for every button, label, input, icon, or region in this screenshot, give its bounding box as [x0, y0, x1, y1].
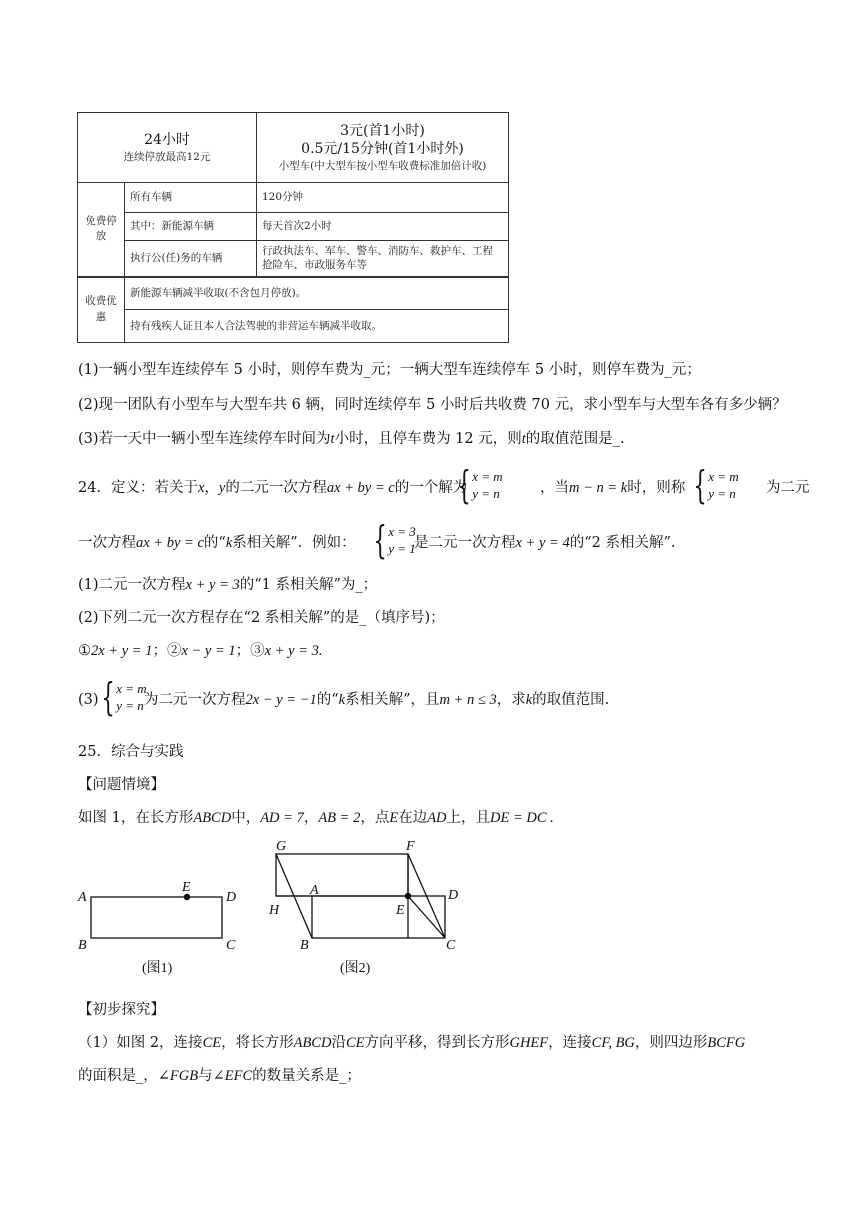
- q25-section-context: 【问题情境】: [78, 777, 165, 793]
- free-value: 120分钟: [257, 183, 509, 213]
- q23-part2: (2)现一团队有小型车与大型车共 6 辆，同时连续停车 5 小时后共收费 70 元，求小型车与大型车各有多少辆？: [78, 397, 787, 413]
- example-system: { x = 3 y = 1: [373, 518, 416, 562]
- discount-row: 持有残疾人证且本人合法驾驶的非营运车辆减半收取。: [125, 310, 509, 343]
- q24-part3: 为二元一次方程2x − y = −1的“k系相关解”，且m + n ≤ 3，求k的取值范围.: [144, 692, 610, 708]
- fee-head-right: [257, 113, 509, 183]
- q23-part1: (1)一辆小型车连续停车 5 小时，则停车费为_元；一辆大型车连续停车 5 小时，则停车费为_元；: [78, 362, 701, 378]
- q25-part1-line2: 的面积是_，∠FGB与∠EFC的数量关系是_；: [78, 1068, 361, 1084]
- rectangle-ghef: [276, 854, 408, 896]
- q24-definition-line1: 24．定义：若关于x，y的二元一次方程ax + by = c的一个解为: [78, 480, 468, 496]
- q24-part2: (2)下列二元一次方程存在“2 系相关解”的是_（填序号)；: [78, 610, 445, 626]
- discount-label: 收费优惠: [78, 277, 125, 343]
- label-d-fig2: D: [448, 888, 459, 903]
- fee-head-left: [78, 113, 257, 183]
- fee-cap-title: 24小时: [144, 131, 190, 148]
- q24-definition-line2: 一次方程ax + by = c的“k系相关解”．例如：: [78, 535, 356, 551]
- label-a-fig2: A: [310, 883, 319, 898]
- label-g: G: [276, 839, 287, 854]
- rectangle-abcd-fig1: [91, 897, 222, 938]
- label-b-fig1: B: [78, 938, 87, 953]
- q24-example-cont: 是二元一次方程x + y = 4的“2 系相关解”.: [414, 535, 676, 551]
- q25-title: 25．综合与实践: [78, 744, 184, 760]
- q24-definition-cont: ，当m − n = k时，则称: [540, 480, 686, 496]
- fee-cap-sub: 连续停放最高12元: [123, 150, 211, 163]
- solution-system-mn: { x = m y = n: [457, 463, 503, 507]
- free-item: 所有车辆: [125, 183, 257, 213]
- q25-part1-line1: （1）如图 2，连接CE，将长方形ABCD沿CE方向平移，得到长方形GHEF，连接CF, BG，则四边形BCFG: [78, 1035, 746, 1051]
- segment-ce: [408, 896, 445, 938]
- label-e-fig2: E: [396, 903, 405, 918]
- point-e-fig1: [184, 894, 189, 899]
- q25-intro: 如图 1，在长方形ABCD中，AD = 7，AB = 2，点E在边AD上，且DE = DC .: [78, 810, 554, 826]
- figure-1: [91, 894, 222, 938]
- part3-system: { x = m y = n: [101, 675, 147, 719]
- fig2-caption: (图2): [340, 961, 371, 976]
- label-h: H: [269, 903, 280, 918]
- q25-section-explore: 【初步探究】: [78, 1002, 165, 1018]
- label-f: F: [406, 839, 415, 854]
- free-parking-label: 免费停放: [78, 183, 125, 277]
- free-value: 行政执法车、军车、警车、消防车、救护车、工程抢险车、市政服务车等: [257, 241, 509, 277]
- label-b-fig2: B: [300, 938, 309, 953]
- fee-vehicle-note: 小型车(中大型车按小型车收费标准加倍计收): [278, 160, 487, 173]
- discount-row: 新能源车辆减半收取(不含包月停放)。: [125, 277, 509, 310]
- free-item: 其中：新能源车辆: [125, 213, 257, 241]
- fee-after-first-hour: 0.5元/15分钟(首1小时外): [301, 141, 464, 158]
- free-value: 每天首次2小时: [257, 213, 509, 241]
- geometry-figures: [72, 834, 482, 984]
- label-c-fig2: C: [446, 938, 456, 953]
- fee-first-hour: 3元(首1小时): [340, 122, 425, 139]
- point-e-fig2: [405, 893, 410, 898]
- rectangle-abcd-fig2: [312, 896, 445, 938]
- q24-part2-options: ①2x + y = 1；②x − y = 1；③x + y = 3.: [78, 643, 323, 659]
- label-a-fig1: A: [78, 890, 87, 905]
- q24-part1: (1)二元一次方程x + y = 3的“1 系相关解”为_；: [78, 577, 378, 593]
- q24-definition-end: 为二元: [766, 480, 810, 496]
- parking-fee-table: [77, 112, 509, 343]
- q23-part3: (3)若一天中一辆小型车连续停车时间为t小时，且停车费为 12 元，则t的取值范围是_.: [78, 431, 625, 447]
- q24-part3-label: (3): [78, 692, 99, 708]
- fig1-caption: (图1): [142, 961, 173, 976]
- free-item: 执行公(任)务的车辆: [125, 241, 257, 277]
- label-c-fig1: C: [226, 938, 236, 953]
- solution-system-mn-2: { x = m y = n: [693, 463, 739, 507]
- figure-2: [276, 854, 445, 938]
- label-d-fig1: D: [226, 890, 237, 905]
- label-e-fig1: E: [182, 880, 191, 895]
